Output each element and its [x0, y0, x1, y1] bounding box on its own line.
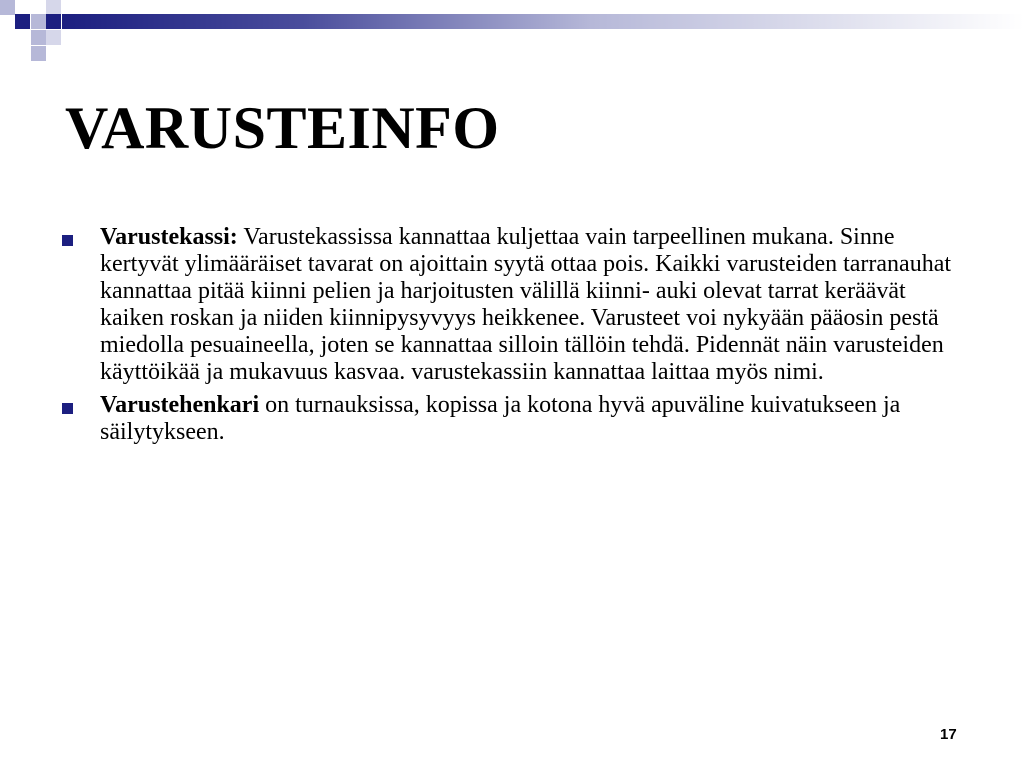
decor-square: [15, 14, 30, 29]
list-item-label: Varustekassi:: [100, 224, 238, 250]
page-number: 17: [940, 726, 957, 743]
decor-square: [0, 0, 15, 15]
decor-square: [31, 30, 46, 45]
square-bullet-icon: [62, 403, 73, 414]
bullet-list: [62, 224, 962, 452]
list-item-text: [100, 224, 962, 386]
header-decoration: [0, 0, 1024, 70]
decor-square: [31, 46, 46, 61]
list-item-label: Varustehenkari: [100, 392, 260, 418]
list-item: [62, 224, 962, 386]
decor-square: [31, 14, 46, 29]
decor-gradient-bar: [62, 14, 1024, 29]
decor-square: [46, 0, 61, 14]
list-item-body: Varustekassissa kannattaa kuljettaa vain tarpeellinen mukana. Sinne kertyvät ylimääräiset tavarat on ajoittain syytä ottaa pois. Kaikki varusteiden tarranauhat kannattaa pitää kiinni pelien ja harjoitusten välillä kiinni- auki olevat tarrat keräävät kaiken roskan ja niiden kiinnipysyvyys heikkenee. Varusteet voi nykyään pääosin pestä miedolla pesuaineella, joten se kannattaa silloin tällöin tehdä. Pidennät näin varusteiden käyttöikää ja mukavuus kasvaa. varustekassiin kannattaa laittaa myös nimi.: [100, 224, 952, 385]
list-item-body: on turnauksissa, kopissa ja kotona hyvä apuväline kuivatukseen ja säilytykseen.: [100, 392, 901, 445]
decor-square: [46, 14, 61, 29]
square-bullet-icon: [62, 235, 73, 246]
list-item-text: [100, 392, 962, 446]
decor-square: [46, 30, 61, 45]
list-item: [62, 392, 962, 446]
slide-title: VARUSTEINFO: [65, 95, 500, 161]
